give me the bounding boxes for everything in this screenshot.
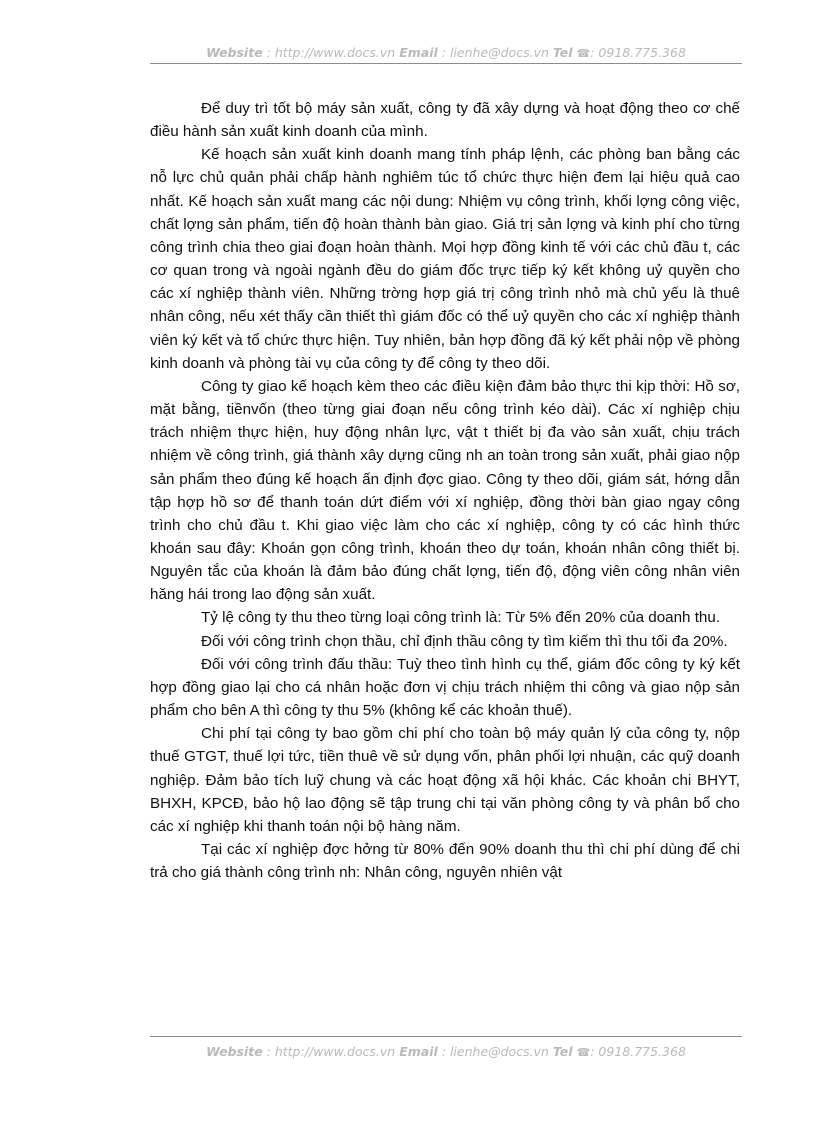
header-website-label: Website [206, 45, 263, 60]
paragraph: Để duy trì tốt bộ máy sản xuất, công ty đã xây dựng và hoạt động theo cơ chế điều hành sản xuất kinh doanh của mình. [150, 100, 740, 141]
footer-email-value: : lienhe@docs.vn [437, 1044, 553, 1059]
header-website-value: : http://www.docs.vn [262, 45, 400, 60]
paragraph: Tại các xí nghiệp đợc hởng từ 80% đến 90% doanh thu thì chi phí dùng để chi trả cho giá thành công trình nh: Nhân công, nguyên nhiên vật [150, 841, 740, 882]
header-tel-label: Tel [552, 45, 573, 60]
paragraph: Đối với công trình đấu thầu: Tuỳ theo tình hình cụ thể, giám đốc công ty ký kết hợp đồng giao lại cho cá nhân hoặc đơn vị chịu trách nhiệm thi công và giao nộp sản phẩm cho bên A thì công ty thu 5% (không kể các khoản thuế). [150, 655, 740, 720]
phone-icon: ☎ [576, 47, 591, 60]
paragraph: Công ty giao kế hoạch kèm theo các điều kiện đảm bảo thực thi kịp thời: Hồ sơ, mặt bằng, tiềnvốn (theo từng giai đoạn nếu công trình kéo dài). Các xí nghiệp chịu trách nhiệm thực hiện, huy động nhân lực, vật t thiết bị đa vào sản xuất, chịu trách nhiệm về công trình, giá thành xây dựng cũng nh an toàn trong sản xuất, phải giao nộp sản phẩm theo đúng kế hoạch ấn định đợc giao. Công ty theo dõi, giám sát, hớng dẫn tập hợp hồ sơ để thanh toán dứt điểm với xí nghiệp, đồng thời bàn giao ngay công trình cho chủ đầu t. Khi giao việc làm cho các xí nghiệp, công ty có các hình thức khoán sau đây: Khoán gọn công trình, khoán theo dự toán, khoán nhân công thiết bị. Nguyên tắc của khoán là đảm bảo đúng chất lợng, tiến độ, động viên công nhân viên hăng hái trong lao động sản xuất. [150, 377, 740, 604]
paragraph: Đối với công trình chọn thầu, chỉ định thầu công ty tìm kiếm thì thu tối đa 20%. [201, 632, 728, 650]
footer-email-label: Email [399, 1044, 438, 1059]
header-rule [150, 63, 742, 64]
header-email-value: : lienhe@docs.vn [437, 45, 553, 60]
paragraph: Kế hoạch sản xuất kinh doanh mang tính pháp lệnh, các phòng ban bằng các nỗ lực chủ quản phải chấp hành nghiêm túc tổ chức thực hiện đem lại hiệu quả cao nhất. Kế hoạch sản xuất mang các nội dung: Nhiệm vụ công trình, khối lợng công việc, chất lợng sản phẩm, tiến độ hoàn thành bàn giao. Giá trị sản lợng và kinh phí cho từng công trình chia theo giai đoạn hoàn thành. Mọi hợp đồng kinh tế với các chủ đầu t, các cơ quan trong và ngoài ngành đều do giám đốc trực tiếp ký kết không uỷ quyền cho các xí nghiệp thành viên. Những trờng hợp giá trị công trình nhỏ mà chủ yếu là thuê nhân công, nếu xét thấy cần thiết thì giám đốc có thể uỷ quyền cho các xí nghiệp thành viên ký kết và tổ chức thực hiện. Tuy nhiên, bản hợp đồng đã ký kết phải nộp về phòng kinh doanh và phòng tài vụ của công ty để công ty theo dõi. [150, 146, 740, 372]
footer-website-value: : http://www.docs.vn [262, 1044, 400, 1059]
document-body [150, 97, 740, 884]
page-header [150, 45, 742, 60]
header-tel-value: : 0918.775.368 [590, 45, 686, 60]
footer-rule [150, 1036, 742, 1037]
footer-website-label: Website [206, 1044, 263, 1059]
header-email-label: Email [399, 45, 438, 60]
footer-tel-label: Tel [552, 1044, 573, 1059]
phone-icon: ☎ [576, 1046, 591, 1059]
page-footer [150, 1044, 742, 1059]
footer-tel-value: : 0918.775.368 [590, 1044, 686, 1059]
paragraph: Tỷ lệ công ty thu theo từng loại công trình là: Từ 5% đến 20% của doanh thu. [201, 609, 721, 627]
paragraph: Chi phí tại công ty bao gồm chi phí cho toàn bộ máy quản lý của công ty, nộp thuế GTGT, thuế lợi tức, tiền thuê về sử dụng vốn, phân phối lợi nhuận, các quỹ doanh nghiệp. Đảm bảo tích luỹ chung và các hoạt động xã hội khác. Các khoản chi BHYT, BHXH, KPCĐ, bảo hộ lao động sẽ tập trung chi tại văn phòng công ty và phân bổ cho các xí nghiệp khi thanh toán nội bộ hàng năm. [150, 725, 740, 835]
